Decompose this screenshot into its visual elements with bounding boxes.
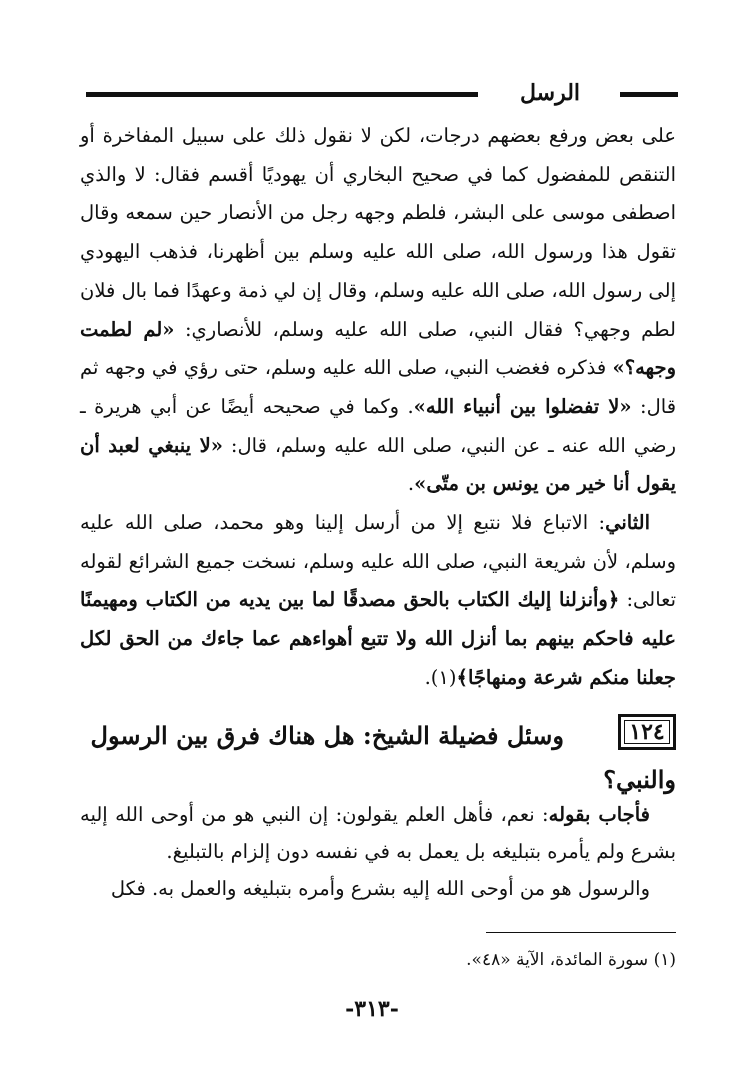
text-run: (١). (424, 665, 457, 689)
text-run: : الاتباع فلا نتبع إلا من أرسل إلينا وهو محمد، صلى الله عليه وسلم، لأن شريعة النبي، صلى الله عليه وسلم، نسخت جميع الشرائع لقوله تعالى: (80, 511, 676, 612)
bold-text: «لم لطمت وجهه؟» (80, 317, 676, 380)
footnote-divider (486, 932, 676, 933)
question-line-1: وسئل فضيلة الشيخ: هل هناك فرق بين الرسول (90, 721, 564, 750)
footnote: (١) سورة المائدة، الآية «٤٨». (466, 950, 676, 970)
bold-text: الثاني (605, 511, 650, 535)
body-paragraph (80, 117, 676, 504)
answer-paragraph (80, 796, 676, 870)
bold-text: «لا تفضلوا بين أنبياء الله» (413, 394, 632, 418)
body-paragraph (80, 504, 676, 698)
question-line-2: والنبي؟ (603, 765, 676, 794)
text-run: . (407, 472, 415, 496)
question-number-box: ١٢٤ (618, 714, 676, 750)
text-run: فذكره فغضب النبي، صلى الله عليه وسلم، حتى رؤي في وجهه ثم قال: (80, 356, 677, 418)
header-rule-right (620, 92, 678, 97)
answer-paragraph (80, 870, 676, 907)
text-run: . وكما في صحيحه أيضًا عن أبي هريرة ـ رضي الله عنه ـ عن النبي، صلى الله عليه وسلم، قال: (80, 394, 676, 457)
bold-text: «لا ينبغي لعبد أن يقول أنا خير من يونس بن متّى» (80, 433, 676, 496)
header-rule-left (86, 92, 478, 97)
answer-text (80, 796, 676, 907)
bold-text: فأجاب بقوله (548, 803, 650, 826)
bold-text: ﴿وأنزلنا إليك الكتاب بالحق مصدقًا لما بين يديه من الكتاب ومهيمنًا عليه فاحكم بينهم بما أنزل الله ولا تتبع أهواءهم عما جاءك من الحق لكل جعلنا منكم شرعة ومنهاجًا﴾ (80, 588, 676, 689)
page-number: -٣١٣- (345, 996, 399, 1022)
text-run: على بعض ورفع بعضهم درجات، لكن لا نقول ذلك على سبيل المفاخرة أو التنقص للمفضول كما في صحيح البخاري أن يهوديًا أقسم فقال: لا والذي اصطفى موسى على البشر، فلطم وجهه رجل من الأنصار حين سمعه وقال تقول هذا ورسول الله، صلى الله عليه وسلم بين أظهرنا، فذهب اليهودي إلى رسول الله، صلى الله عليه وسلم، وقال إن لي ذمة وعهدًا فما بال فلان لطم وجهي؟ فقال النبي، صلى الله عليه وسلم، للأنصاري: (80, 124, 676, 341)
question-heading (80, 714, 676, 802)
running-header (86, 78, 678, 108)
header-title: الرسل (519, 80, 581, 106)
text-run: : نعم، فأهل العلم يقولون: إن النبي هو من أوحى الله إليه بشرع ولم يأمره بتبليغه بل يعمل به في نفسه دون إلزام بالتبليغ. (80, 803, 676, 863)
question-text (80, 714, 676, 802)
text-run: والرسول هو من أوحى الله إليه بشرع وأمره بتبليغه والعمل به. فكل (110, 877, 650, 900)
main-text (80, 117, 676, 698)
